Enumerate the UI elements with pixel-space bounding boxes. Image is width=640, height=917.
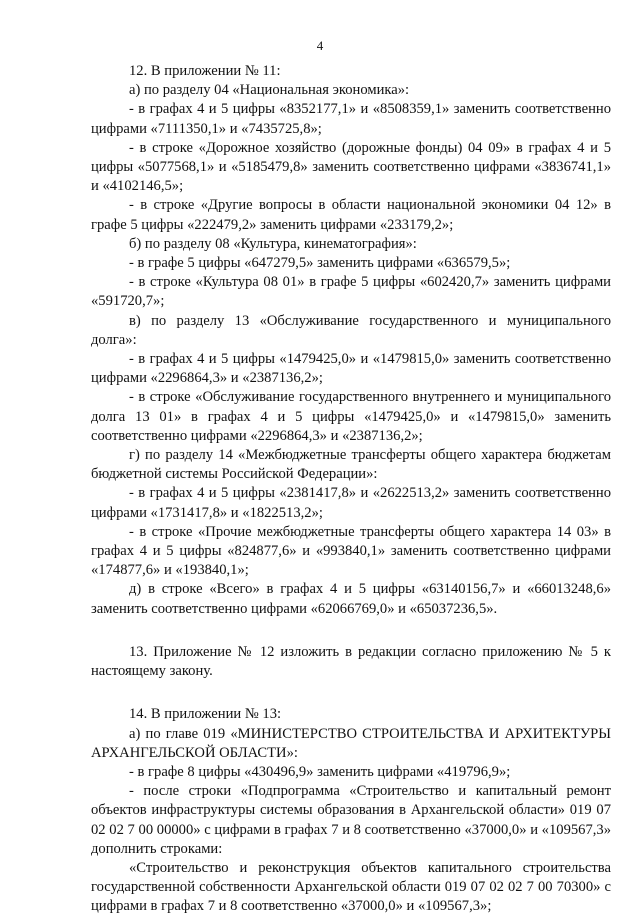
paragraph: в) по разделу 13 «Обслуживание государственного и муниципального долга»: bbox=[91, 312, 611, 348]
paragraph: - в графе 8 цифры «430496,9» заменить цифрами «419796,9»; bbox=[129, 763, 511, 780]
paragraph: - после строки «Подпрограмма «Строительство и капитальный ремонт объектов инфраструктуры системы образования в Архангельской области» 019 07 02 02 7 00 00000» с цифрами в графах 7 и 8 соответственно «37000,0» и «109567,3» дополнить строками: bbox=[91, 783, 611, 857]
paragraph: - в строке «Прочие межбюджетные трансферты общего характера 14 03» в графах 4 и 5 цифры «824877,6» и «993840,1» заменить соответственно цифрами «174877,6» и «193840,1»; bbox=[91, 523, 611, 579]
paragraph: 13. Приложение № 12 изложить в редакции согласно приложению № 5 к настоящему закону. bbox=[91, 643, 611, 680]
paragraph: 12. В приложении № 11: bbox=[129, 63, 281, 79]
page-number: 4 bbox=[316, 38, 324, 53]
paragraph: - в графе 5 цифры «647279,5» заменить цифрами «636579,5»; bbox=[129, 255, 511, 272]
document-body bbox=[91, 62, 611, 917]
section-spacer bbox=[91, 681, 611, 705]
paragraph: - в строке «Другие вопросы в области национальной экономики 04 12» в графе 5 цифры «222479,2» заменить цифрами «233179,2»; bbox=[91, 197, 611, 233]
paragraph: - в графах 4 и 5 цифры «8352177,1» и «8508359,1» заменить соответственно цифрами «7111350,1» и «7435725,8»; bbox=[91, 101, 611, 137]
section-spacer bbox=[91, 619, 611, 643]
paragraph: д) в строке «Всего» в графах 4 и 5 цифры «63140156,7» и «66013248,6» заменить соответственно цифрами «62066769,0» и «65037236,5». bbox=[91, 581, 611, 617]
paragraph: а) по главе 019 «МИНИСТЕРСТВО СТРОИТЕЛЬСТВА И АРХИТЕКТУРЫ АРХАНГЕЛЬСКОЙ ОБЛАСТИ»: bbox=[91, 725, 611, 761]
paragraph: г) по разделу 14 «Межбюджетные трансферты общего характера бюджетам бюджетной системы Российской Федерации»: bbox=[91, 447, 611, 483]
paragraph: 14. В приложении № 13: bbox=[129, 706, 282, 723]
paragraph: а) по разделу 04 «Национальная экономика»: bbox=[129, 82, 410, 99]
paragraph: «Строительство и реконструкция объектов капитального строительства государственной собственности Архангельской области 019 07 02 02 7 00 70300» с цифрами в графах 7 и 8 соответственно «37000,0» и «109567,3»; bbox=[91, 859, 611, 915]
paragraph: - в строке «Дорожное хозяйство (дорожные фонды) 04 09» в графах 4 и 5 цифры «5077568,1» и «5185479,8» заменить соответственно цифрами «3836741,1» и «4102146,5»; bbox=[91, 139, 611, 195]
paragraph: - в графах 4 и 5 цифры «2381417,8» и «2622513,2» заменить соответственно цифрами «1731417,8» и «1822513,2»; bbox=[91, 485, 611, 521]
paragraph: - в строке «Обслуживание государственного внутреннего и муниципального долга 13 01» в графах 4 и 5 цифры «1479425,0» и «1479815,0» заменить соответственно цифрами «2296864,3» и «2387136,2»; bbox=[91, 389, 611, 444]
paragraph: - в графах 4 и 5 цифры «1479425,0» и «1479815,0» заменить соответственно цифрами «2296864,3» и «2387136,2»; bbox=[91, 351, 611, 387]
paragraph: б) по разделу 08 «Культура, кинематография»: bbox=[129, 235, 417, 252]
paragraph: - в строке «Культура 08 01» в графе 5 цифры «602420,7» заменить цифрами «591720,7»; bbox=[91, 274, 611, 310]
